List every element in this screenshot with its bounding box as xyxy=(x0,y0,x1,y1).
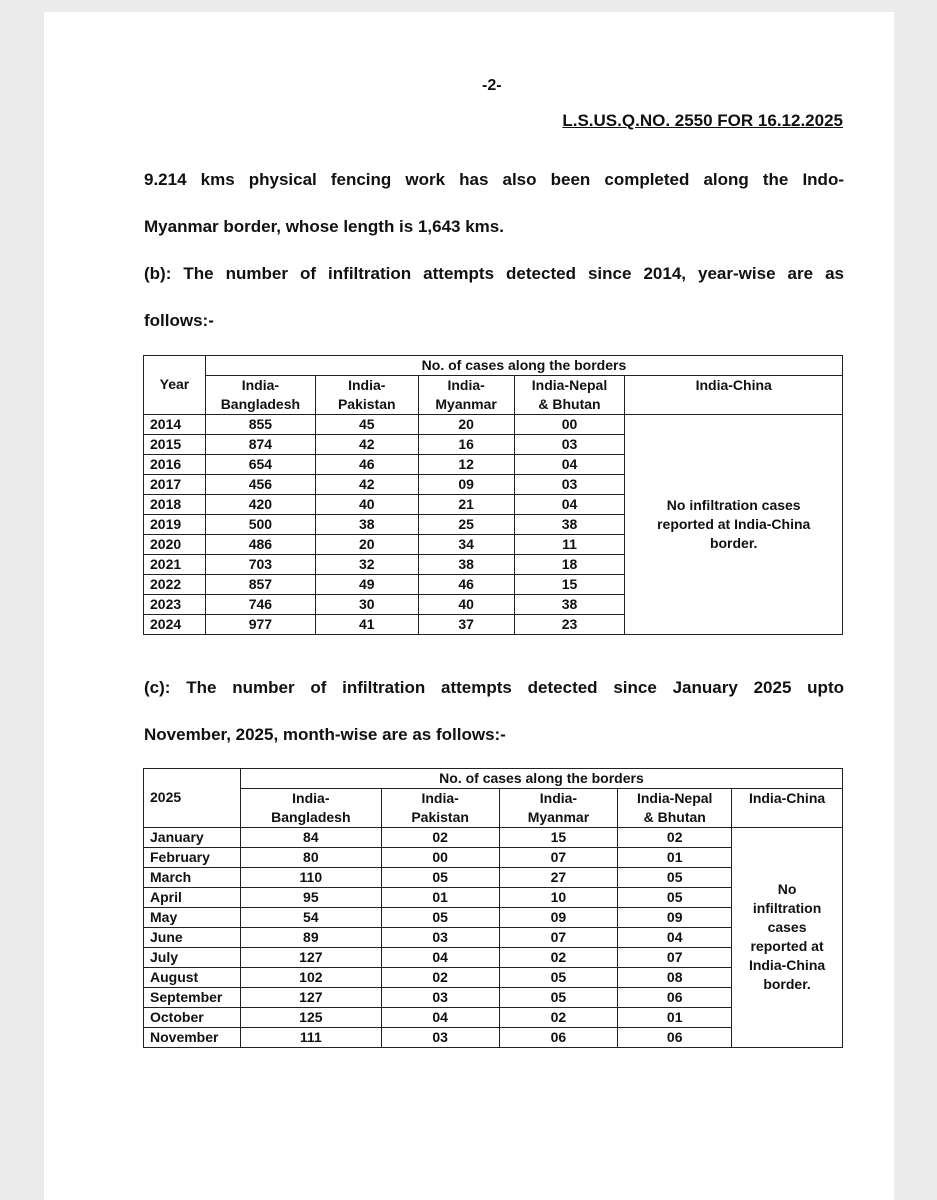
table-cell: 04 xyxy=(514,454,625,474)
col-nepal-bhutan-header-2: & Bhutan xyxy=(514,395,625,415)
china-note xyxy=(732,827,843,1047)
table-cell: 2024 xyxy=(144,614,206,634)
table-cell: 127 xyxy=(240,987,381,1007)
table-cell: 06 xyxy=(618,1027,732,1047)
table-cell: 40 xyxy=(418,594,514,614)
col-myanmar-header-2: Myanmar xyxy=(499,808,618,828)
table-cell: 00 xyxy=(381,847,499,867)
table-cell: 05 xyxy=(499,987,618,1007)
table-cell: 20 xyxy=(315,534,418,554)
china-note-line: No xyxy=(777,881,797,897)
table-cell: 08 xyxy=(618,967,732,987)
col-year-header: 2025 xyxy=(144,788,241,808)
col-pakistan-header-1: India- xyxy=(381,788,499,808)
col-myanmar-header-2: Myanmar xyxy=(418,395,514,415)
col-myanmar-header-1: India- xyxy=(499,788,618,808)
table-cell: 07 xyxy=(499,847,618,867)
table-cell: 02 xyxy=(381,967,499,987)
col-bangladesh-header-1: India- xyxy=(205,375,315,395)
table-cell: 03 xyxy=(381,987,499,1007)
table-cell: 04 xyxy=(618,927,732,947)
table-cell: 04 xyxy=(381,947,499,967)
table-cell: 01 xyxy=(618,847,732,867)
china-note-line: India-China xyxy=(748,957,826,973)
table-cell: 00 xyxy=(514,414,625,434)
table-cell: 02 xyxy=(381,827,499,847)
table-cell: 857 xyxy=(205,574,315,594)
table-cell: 37 xyxy=(418,614,514,634)
table-cell: 04 xyxy=(381,1007,499,1027)
table-cell: 40 xyxy=(315,494,418,514)
table-cell: 2016 xyxy=(144,454,206,474)
col-nepal-bhutan-header-2: & Bhutan xyxy=(618,808,732,828)
table-cell: 2020 xyxy=(144,534,206,554)
table-cell: 111 xyxy=(240,1027,381,1047)
col-year-header: Year xyxy=(144,375,206,395)
china-note-line: No infiltration cases xyxy=(666,496,801,513)
table-cell: 2015 xyxy=(144,434,206,454)
table-cell: 110 xyxy=(240,867,381,887)
col-china-header: India-China xyxy=(625,375,843,414)
table-cell: 2023 xyxy=(144,594,206,614)
group-header: No. of cases along the borders xyxy=(240,769,842,789)
table-cell: 12 xyxy=(418,454,514,474)
monthwise-infiltration-table xyxy=(143,768,843,1048)
table-cell: 09 xyxy=(499,907,618,927)
table-cell: 2021 xyxy=(144,554,206,574)
fencing-line-2: Myanmar border, whose length is 1,643 kms. xyxy=(144,217,504,236)
table-cell: 27 xyxy=(499,867,618,887)
table-cell: 125 xyxy=(240,1007,381,1027)
table-cell: 89 xyxy=(240,927,381,947)
table-cell: 05 xyxy=(381,867,499,887)
table-cell: September xyxy=(144,987,241,1007)
table-cell: 49 xyxy=(315,574,418,594)
table-cell: 46 xyxy=(418,574,514,594)
question-reference: L.S.US.Q.NO. 2550 FOR 16.12.2025 xyxy=(562,111,843,130)
china-note-line: border. xyxy=(709,534,758,551)
table-cell: 486 xyxy=(205,534,315,554)
table-cell: 09 xyxy=(418,474,514,494)
table-cell: 855 xyxy=(205,414,315,434)
table-cell: 06 xyxy=(499,1027,618,1047)
table-cell: August xyxy=(144,967,241,987)
table-cell: 07 xyxy=(618,947,732,967)
part-b-line-2: follows:- xyxy=(144,311,214,330)
table-cell: January xyxy=(144,827,241,847)
table-cell: 03 xyxy=(381,927,499,947)
col-myanmar-header-1: India- xyxy=(418,375,514,395)
table-cell: 15 xyxy=(514,574,625,594)
table-cell: 45 xyxy=(315,414,418,434)
china-note-line: border. xyxy=(763,976,811,992)
table-cell: 02 xyxy=(499,947,618,967)
table-cell: 46 xyxy=(315,454,418,474)
table-cell: October xyxy=(144,1007,241,1027)
col-bangladesh-header-1: India- xyxy=(240,788,381,808)
col-china-header: India-China xyxy=(732,788,843,827)
table-cell: 04 xyxy=(514,494,625,514)
table-cell: 16 xyxy=(418,434,514,454)
table-cell: 03 xyxy=(381,1027,499,1047)
table-cell: 06 xyxy=(618,987,732,1007)
table-cell: 2017 xyxy=(144,474,206,494)
part-c-line-1: (c): The number of infiltration attempts detected since January 2025 upto xyxy=(144,678,844,697)
table-cell: 38 xyxy=(418,554,514,574)
table-cell: 18 xyxy=(514,554,625,574)
table-cell: 2022 xyxy=(144,574,206,594)
table-cell: 11 xyxy=(514,534,625,554)
table-cell: 54 xyxy=(240,907,381,927)
page-number: -2- xyxy=(482,77,502,94)
table-cell: 95 xyxy=(240,887,381,907)
table-cell: 25 xyxy=(418,514,514,534)
table-cell: 2014 xyxy=(144,414,206,434)
table-cell: 20 xyxy=(418,414,514,434)
china-note-line: reported at xyxy=(750,938,824,954)
table-cell: 654 xyxy=(205,454,315,474)
table-cell: 05 xyxy=(499,967,618,987)
table-cell: 30 xyxy=(315,594,418,614)
table-cell: 38 xyxy=(514,514,625,534)
col-bangladesh-header-2: Bangladesh xyxy=(240,808,381,828)
table-cell: 10 xyxy=(499,887,618,907)
table-cell: 38 xyxy=(514,594,625,614)
table-cell: 34 xyxy=(418,534,514,554)
table-cell: 09 xyxy=(618,907,732,927)
col-nepal-bhutan-header-1: India-Nepal xyxy=(514,375,625,395)
part-c-line-2: November, 2025, month-wise are as follows:- xyxy=(144,725,506,744)
table-cell: 2018 xyxy=(144,494,206,514)
table-cell: 05 xyxy=(381,907,499,927)
table-cell: 127 xyxy=(240,947,381,967)
table-cell: July xyxy=(144,947,241,967)
table-cell: 21 xyxy=(418,494,514,514)
table-cell: November xyxy=(144,1027,241,1047)
table-cell: 41 xyxy=(315,614,418,634)
table-cell: 42 xyxy=(315,474,418,494)
col-nepal-bhutan-header-1: India-Nepal xyxy=(618,788,732,808)
table-cell: 84 xyxy=(240,827,381,847)
fencing-line-1: 9.214 kms physical fencing work has also been completed along the Indo- xyxy=(144,170,844,189)
table-cell: 01 xyxy=(381,887,499,907)
col-pakistan-header-2: Pakistan xyxy=(315,395,418,415)
table-cell: 38 xyxy=(315,514,418,534)
table-cell: 2019 xyxy=(144,514,206,534)
table-cell: 977 xyxy=(205,614,315,634)
col-pakistan-header-1: India- xyxy=(315,375,418,395)
table-cell: 80 xyxy=(240,847,381,867)
col-pakistan-header-2: Pakistan xyxy=(381,808,499,828)
table-cell: 03 xyxy=(514,434,625,454)
group-header: No. of cases along the borders xyxy=(205,356,842,376)
table-cell: 102 xyxy=(240,967,381,987)
table-cell: 746 xyxy=(205,594,315,614)
table-cell: May xyxy=(144,907,241,927)
table-cell: June xyxy=(144,927,241,947)
china-note-line: reported at India-China xyxy=(657,515,811,532)
table-cell: 42 xyxy=(315,434,418,454)
table-cell: 02 xyxy=(618,827,732,847)
table-cell: 500 xyxy=(205,514,315,534)
table-cell: February xyxy=(144,847,241,867)
china-note xyxy=(625,414,843,634)
table-cell: 420 xyxy=(205,494,315,514)
table-cell: 23 xyxy=(514,614,625,634)
table-cell: 874 xyxy=(205,434,315,454)
table-cell: April xyxy=(144,887,241,907)
table-cell: 15 xyxy=(499,827,618,847)
table-cell: 05 xyxy=(618,887,732,907)
yearwise-infiltration-table xyxy=(143,355,843,635)
table-cell: 01 xyxy=(618,1007,732,1027)
china-note-line: cases xyxy=(767,919,807,935)
table-cell: 703 xyxy=(205,554,315,574)
table-cell: 32 xyxy=(315,554,418,574)
china-note-line: infiltration xyxy=(752,900,822,916)
table-cell: 05 xyxy=(618,867,732,887)
part-b-line-1: (b): The number of infiltration attempts detected since 2014, year-wise are as xyxy=(144,264,844,283)
table-cell: 07 xyxy=(499,927,618,947)
table-cell: 456 xyxy=(205,474,315,494)
table-cell: 02 xyxy=(499,1007,618,1027)
col-bangladesh-header-2: Bangladesh xyxy=(205,395,315,415)
table-cell: March xyxy=(144,867,241,887)
table-cell: 03 xyxy=(514,474,625,494)
